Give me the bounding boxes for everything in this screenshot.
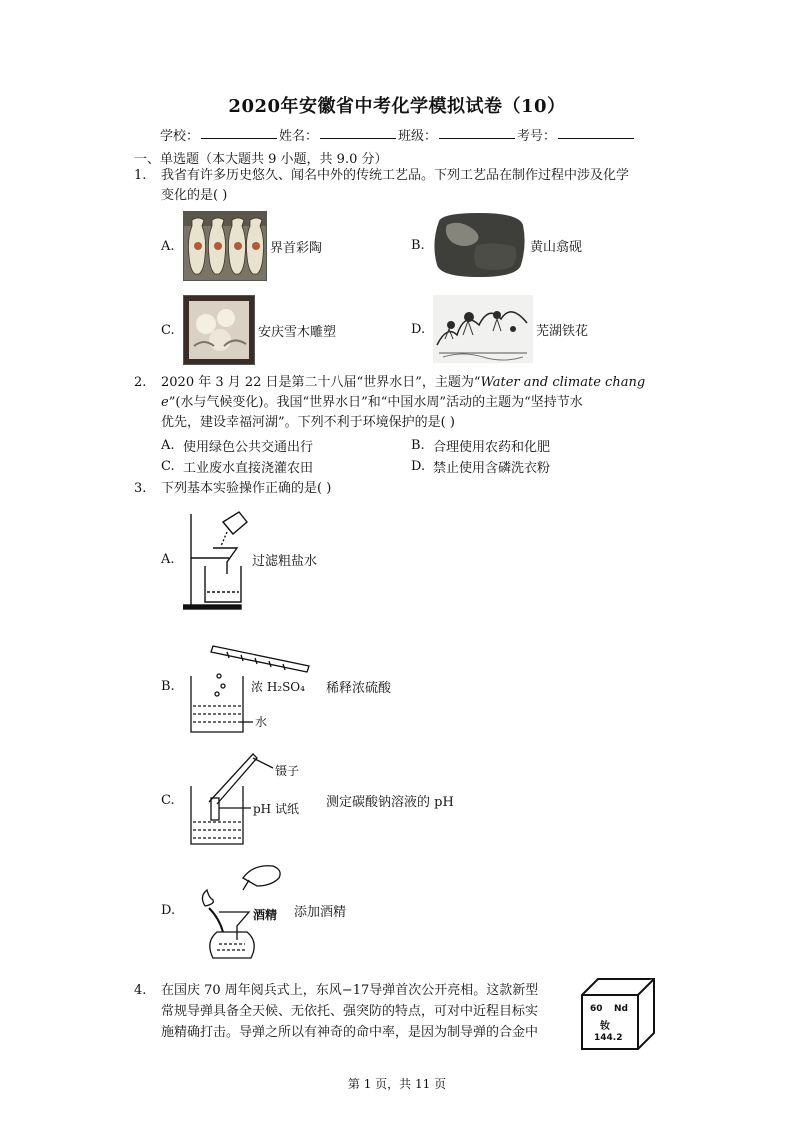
option-letter: C. xyxy=(161,792,175,808)
question-text-italic: Water and climate chang xyxy=(480,375,646,390)
section-heading: 一、单选题（本大题共 9 小题，共 9.0 分） xyxy=(134,152,388,167)
q2-option-b[interactable] xyxy=(411,436,550,455)
q2-option-c[interactable] xyxy=(161,457,313,476)
q3-option-d[interactable] xyxy=(161,858,346,962)
exam-no-blank xyxy=(558,125,634,139)
class-blank xyxy=(439,125,515,139)
wood-carving-image xyxy=(183,295,255,365)
q1-option-d[interactable] xyxy=(411,295,588,363)
question-text-line: 施精确打击。导弹之所以有神奇的命中率，是因为制导弹的合金中 xyxy=(161,1025,539,1040)
question-text-line: 在国庆 70 周年阅兵式上，东风−17导弹首次公开亮相。这款新型 xyxy=(161,983,539,998)
question-number: 1. xyxy=(134,168,147,183)
figure-label: 酒精 xyxy=(253,908,278,922)
question-text-line: 常规导弹具备全天候、无依托、强突防的特点，可对中近程目标实 xyxy=(161,1004,539,1019)
element-card xyxy=(580,977,656,1051)
question-text-italic: e xyxy=(161,395,169,410)
option-label: 使用绿色公共交通出行 xyxy=(183,440,314,455)
school-blank xyxy=(201,125,277,139)
question-text-line: 我省有许多历史悠久、闻名中外的传统工艺品。下列工艺品在制作过程中涉及化学 xyxy=(161,168,630,183)
option-label: 合理使用农药和化肥 xyxy=(433,440,551,455)
q3-option-a[interactable] xyxy=(161,508,317,610)
element-symbol: Nd xyxy=(614,1004,628,1014)
pottery-vases-image xyxy=(183,211,267,281)
filtration-diagram xyxy=(183,508,249,610)
question-text-segment: ”(水与气候变化)。我国“世界水日”和“中国水周”活动的主题为“坚持节水 xyxy=(168,395,583,410)
option-label: 黄山翕砚 xyxy=(530,239,583,255)
option-letter: C. xyxy=(161,322,175,338)
option-letter: D. xyxy=(161,902,176,918)
student-info-row xyxy=(160,125,640,144)
element-name: 钕 xyxy=(600,1021,610,1032)
option-label: 稀释浓硫酸 xyxy=(326,680,392,696)
q3-option-b[interactable] xyxy=(161,636,391,736)
option-label: 禁止使用含磷洗衣粉 xyxy=(433,461,551,476)
option-letter: B. xyxy=(411,438,425,453)
option-label: 安庆雪木雕塑 xyxy=(258,324,337,340)
element-mass: 144.2 xyxy=(594,1033,623,1043)
q2-option-a[interactable] xyxy=(161,436,313,455)
question-number: 3. xyxy=(134,481,147,496)
option-label: 工业废水直接浇灌农田 xyxy=(183,461,314,476)
q2-option-d[interactable] xyxy=(411,457,550,476)
figure-label: 浓 H₂SO₄ xyxy=(251,680,305,694)
question-text-line: 变化的是( ) xyxy=(161,188,228,203)
q1-option-c[interactable] xyxy=(161,295,336,365)
option-letter: C. xyxy=(161,459,175,474)
inkstone-image xyxy=(433,211,527,279)
figure-label: 镊子 xyxy=(275,764,300,778)
option-label: 过滤粗盐水 xyxy=(252,553,318,569)
q1-option-a[interactable] xyxy=(161,211,322,281)
question-text-line xyxy=(161,393,583,413)
option-label: 测定碳酸钠溶液的 pH xyxy=(326,794,454,810)
option-letter: B. xyxy=(411,237,425,253)
iron-flower-image xyxy=(433,295,533,363)
school-label: 学校： xyxy=(160,129,200,144)
option-letter: D. xyxy=(411,321,426,337)
option-letter: A. xyxy=(161,438,175,453)
option-label: 界首彩陶 xyxy=(270,240,323,256)
dilution-diagram xyxy=(183,636,323,736)
question-1 xyxy=(134,166,674,206)
question-3 xyxy=(134,479,534,499)
q3-option-c[interactable] xyxy=(161,752,454,848)
question-number: 2. xyxy=(134,375,147,390)
alcohol-lamp-diagram xyxy=(183,858,291,962)
ph-test-diagram xyxy=(183,752,323,848)
class-label: 班级： xyxy=(398,129,438,144)
option-letter: A. xyxy=(161,551,175,567)
name-label: 姓名： xyxy=(279,129,319,144)
question-number: 4. xyxy=(134,983,147,998)
element-number: 60 xyxy=(590,1004,603,1014)
figure-label: 水 xyxy=(255,715,268,729)
question-2 xyxy=(134,373,694,435)
figure-label: pH 试纸 xyxy=(253,802,299,816)
exam-no-label: 考号： xyxy=(517,129,557,144)
q1-option-b[interactable] xyxy=(411,211,582,279)
question-text-line xyxy=(161,373,645,393)
question-text-line: 优先，建设幸福河湖”。下列不利于环境保护的是( ) xyxy=(161,415,455,430)
option-label: 添加酒精 xyxy=(294,904,347,920)
page-footer: 第 1 页，共 11 页 xyxy=(347,1077,447,1091)
question-text-line: 下列基本实验操作正确的是( ) xyxy=(161,481,332,496)
question-text-segment: 2020 年 3 月 22 日是第二十八届“世界水日”，主题为“ xyxy=(161,375,481,390)
option-letter: B. xyxy=(161,678,175,694)
question-4 xyxy=(134,981,574,1043)
option-label: 芜湖铁花 xyxy=(536,323,589,339)
page-title: 2020年安徽省中考化学模拟试卷（10） xyxy=(228,96,566,117)
name-blank xyxy=(320,125,396,139)
option-letter: A. xyxy=(161,238,175,254)
option-letter: D. xyxy=(411,459,426,474)
